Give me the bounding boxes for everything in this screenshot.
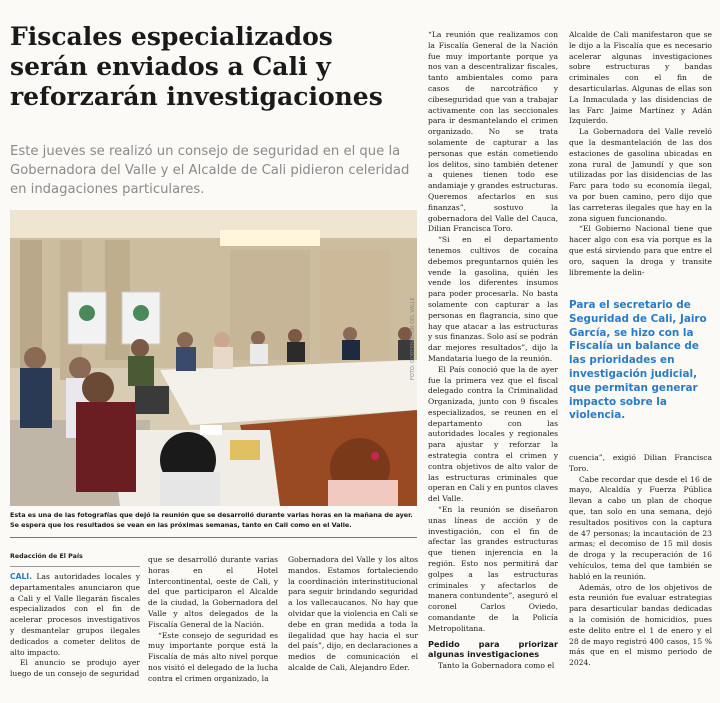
paragraph: Tanto la Gobernadora como el [438,660,555,670]
headline: Fiscales especializados serán enviados a Cali y reforzarán investigaciones [10,22,383,111]
paragraph: “El Gobierno Nacional tiene que hacer algo con esa vía porque es la que está sirviendo para que entre el oro, saquen la droga y transite libremente la delin- [569,224,712,277]
paragraph: “En la reunión se diseñaron unas líneas de acción y de investigación, con el fin de afectar las grandes estructuras que tienen injerencia en la región. Esto nos permitirá dar golpes a las estructuras criminales y afectarlos de manera contundente”, aseguró el coronel Carlos Oviedo, comandante de la Policía Metropolitana. [428,505,558,633]
column-4 [428,30,558,671]
photo-caption: Esta es una de las fotografías que dejó la reunión que se desarrolló durante varias horas en la mañana de ayer. Se espera que los resultados se vean en las próximas semanas, tanto en Cali como en el Valle. [10,511,413,529]
meeting-photo [10,210,417,506]
subheading: Pedido para priorizar algunas investigaciones [428,638,558,660]
byline: Redacción de El País [10,553,83,560]
pull-quote: Para el secretario de Seguridad de Cali, Jairo García, se hizo con la Fiscalía un balance de las prioridades en investigación judicial, que permitan generar impacto sobre la violencia. [569,299,707,422]
deck-subtitle: Este jueves se realizó un consejo de seguridad en el que la Gobernadora del Valle y el Alcalde de Cali pidieron celeridad en indagaciones particulares. [10,144,410,197]
paragraph: “Este consejo de seguridad es muy importante porque está la Fiscalía de más alto nivel porque nos visitó el delegado de la lucha contra el crimen organizado, la [148,630,278,683]
paragraph: Además, otro de los objetivos de esta reunión fue evaluar estrategias para desarticular bandas dedicadas a la comisión de homicidios, pues este delito entre el 1 de enero y el 28 de mayo registró 400 casos, 15 % más que en el mismo periodo de 2024. [569,582,712,668]
byline-divider [10,566,140,567]
column-5-top [569,30,712,278]
paragraph: El anuncio se produjo ayer luego de un consejo de seguridad [10,658,140,679]
paragraph: cuencia”, exigió Dilian Francisca Toro. [569,453,712,473]
paragraph: “La reunión que realizamos con la Fiscalía General de la Nación fue muy importante porque ya nos van a descentralizar fiscales, tanto ambientales como para casos de narcotráfico y cibeseguridad que van a trabajar activamente con las seccionales para ir desmantelando el crimen organizado. No se trata solamente de capturar a las personas que están cometiendo los delitos, sino también detener a quienes tienen todo ese andamiaje y grandes estructuras. Queremos afectarlos en sus finanzas”, sostuvo la gobernadora del Valle del Cauca, Dilian Francisca Toro. [428,30,558,234]
paragraph: que se desarrolló durante varias horas en el Hotel Intercontinental, oeste de Cali, y del que participaron el Alcalde de la ciudad, la Gobernadora del Valle y altos delegados de la Fiscalía General de la Nación. [148,555,278,629]
paragraph: “Si en el departamento tenemos cultivos de cocaína debemos preguntarnos quién les vende la gasolina, quién les vende los diferentes insumos para poder procesarla. No basta solamente con capturar a las personas en flagrancia, sino que hay que atacar a las estructuras y sus finanzas. Solo así se podrán dar mejores resultados”, dijo la Mandataria luego de la reunión. [428,235,558,363]
paragraph: El País conoció que la de ayer fue la primera vez que el fiscal delegado contra la Criminalidad Organizada, junto con 9 fiscales especializados, se reunen en el departamento con las autoridades locales y regionales para ajustar y reforzar la estrategia contra el crimen y contra objetivos de alto valor de las estructuras criminales que operan en Cali y en puntos claves del Valle. [428,364,558,504]
lead-word: CALI. [10,572,32,581]
photo-credit: FOTO: GOBERNACIÓN DEL VALLE [410,297,416,380]
column-3 [288,555,418,674]
paragraph: Alcalde de Cali manifestaron que se le dijo a la Fiscalía que es necesario acelerar algunas investigaciones sobre estructuras y bandas criminales con el fin de desarticularlas. Algunas de ellas son La Inmaculada y las disidencias de las Farc Jaime Martínez y Adán Izquierdo. [569,30,712,126]
paragraph: CALI. Las autoridades locales y departamentales anunciaron que a Cali y el Valle llegarán fiscales especializados con el fin de acelerar procesos investigativos y desmantelar grupos ilegales dedicados a cometer delitos de alto impacto. [10,572,140,657]
section-divider [10,537,417,538]
column-5-bottom [569,453,712,669]
column-2 [148,555,278,685]
paragraph: Cabe recordar que desde el 16 de mayo, Alcaldía y Fuerza Pública llevan a cabo un plan de choque que, tan solo en una semana, dejó resultados positivos con la captura de 47 personas; la incautación de 23 armas; el decomiso de 15 mil dosis de droga y la recuperación de 16 vehículos, tema del que también se habló en la reunión. [569,474,712,581]
column-1 [10,572,140,680]
paragraph: La Gobernadora del Valle reveló que la desmantelación de las dos estaciones de gasolina ubicadas en zona rural de Jamundí y que son utilizadas por las disidencias de las Farc para todo su economía ilegal, va por buen camino, pero dijo que las carreteras ilegales que hay en la zona siguen funcionando. [569,127,712,223]
paragraph: Gobernadora del Valle y los altos mandos. Estamos fortaleciendo la coordinación interinstitucional para seguir brindando seguridad a los vallecaucanos. No hay que olvidar que la violencia en Cali se debe en gran medida a toda la ilegalidad que hay hacia el sur del país”, dijo, en declaraciones a medios de comunicación el alcalde de Cali, Alejandro Eder. [288,555,418,672]
